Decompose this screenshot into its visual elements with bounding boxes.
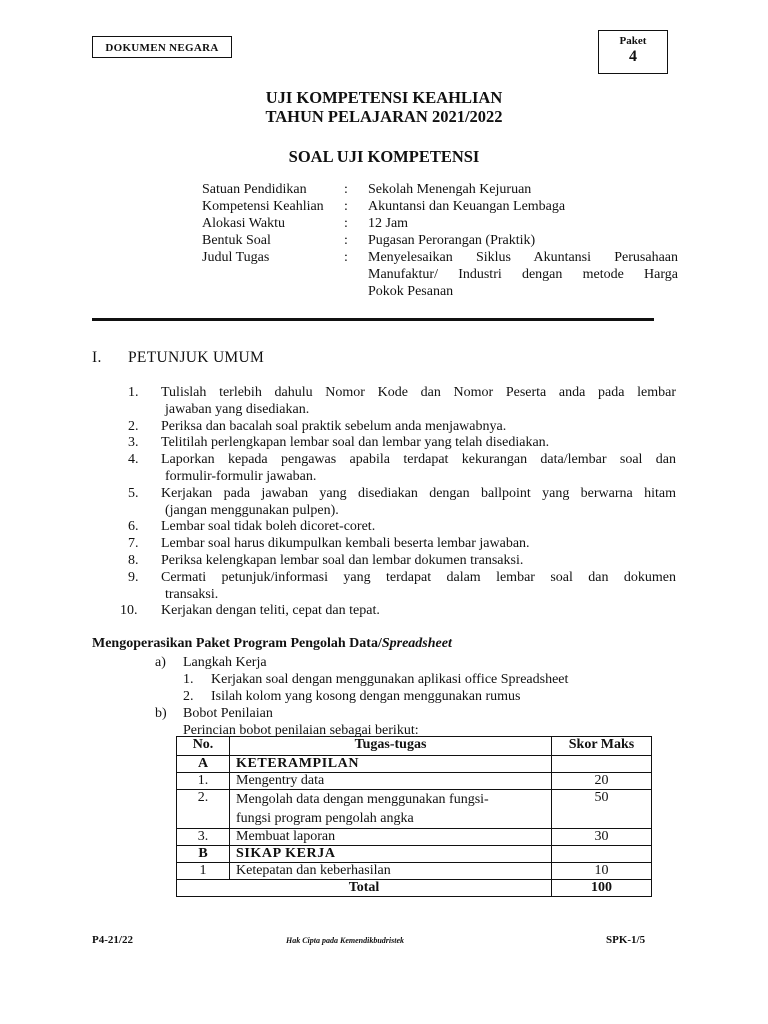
cell-no: 1 — [177, 863, 230, 880]
outline-item — [155, 654, 675, 671]
paket-label: Paket — [619, 35, 647, 47]
info-key: Satuan Pendidikan — [202, 182, 307, 197]
info-colon: : — [344, 182, 348, 197]
section-heading — [92, 349, 264, 367]
list-item — [128, 419, 676, 436]
info-value: Pugasan Perorangan (Praktik) — [368, 233, 536, 248]
list-text: Lembar soal harus dikumpulkan kembali beserta lembar jawaban. — [161, 536, 530, 552]
list-text: Tulislah terlebih dahulu Nomor Kode dan Nomor Peserta anda pada lembar — [161, 385, 676, 400]
table-row — [177, 829, 652, 846]
list-text: Kerjakan pada jawaban yang disediakan dengan ballpoint yang berwarna hitam — [161, 485, 676, 501]
list-number: 1. — [128, 385, 139, 400]
outline-text: Bobot Penilaian — [183, 706, 273, 721]
list-item — [128, 385, 676, 419]
list-text: Telitilah perlengkapan lembar soal dan lembar yang telah disediakan. — [161, 435, 550, 451]
footer-copyright: Hak Cipta pada Kemendikbudristek — [286, 936, 405, 945]
cell-task: SIKAP KERJA — [230, 846, 552, 863]
list-number: 6. — [128, 519, 139, 535]
info-value — [368, 249, 678, 300]
list-text: Cermati petunjuk/informasi yang terdapat dalam lembar soal dan dokumen — [161, 569, 676, 585]
table-header-row — [177, 737, 652, 756]
list-text: Kerjakan dengan teliti, cepat dan tepat. — [161, 603, 380, 619]
total-value: 100 — [552, 880, 652, 897]
header-task: Tugas-tugas — [230, 737, 552, 756]
info-key: Kompetensi Keahlian — [202, 199, 324, 214]
title-line-3: SOAL UJI KOMPETENSI — [288, 147, 480, 166]
cell-task-line: fungsi program pengolah angka — [236, 811, 414, 826]
cell-no: A — [177, 756, 230, 773]
outline-sub-number: 1. — [183, 672, 194, 687]
cell-score: 10 — [552, 863, 652, 880]
section-number: I. — [92, 349, 102, 366]
header-divider — [92, 318, 654, 321]
list-text-cont: jawaban yang disediakan. — [165, 401, 310, 417]
outline-sub-text: Kerjakan soal dengan menggunakan aplikasi office Spreadsheet — [211, 672, 569, 687]
title-line-2: TAHUN PELAJARAN 2021/2022 — [265, 107, 503, 126]
info-value-line: Menyelesaikan Siklus Akuntansi Perusahaan — [368, 250, 678, 265]
footer-page: SPK-1/5 — [606, 934, 646, 946]
list-item — [120, 603, 676, 620]
list-item — [128, 486, 676, 520]
info-colon: : — [344, 233, 348, 248]
cell-task: Ketepatan dan keberhasilan — [230, 863, 552, 880]
cell-score: 30 — [552, 829, 652, 846]
list-text: Laporkan kepada pengawas apabila terdapat kekurangan data/lembar soal dan — [161, 452, 676, 468]
list-text: Lembar soal tidak boleh dicoret-coret. — [161, 519, 376, 535]
outline-subitem — [155, 671, 675, 688]
list-item — [128, 553, 676, 570]
list-item — [128, 536, 676, 553]
list-number: 2. — [128, 418, 139, 434]
info-row — [202, 198, 678, 215]
cell-score — [552, 756, 652, 773]
cell-task — [230, 790, 552, 829]
cell-task: Membuat laporan — [230, 829, 552, 846]
grading-table — [176, 736, 652, 897]
cell-no: 1. — [177, 773, 230, 790]
list-text-cont: (jangan menggunakan pulpen). — [165, 502, 339, 518]
cell-score — [552, 846, 652, 863]
footer-code: P4-21/22 — [92, 934, 133, 946]
info-colon: : — [344, 199, 348, 214]
info-key: Bentuk Soal — [202, 233, 271, 248]
cell-no: B — [177, 846, 230, 863]
document-badge: DOKUMEN NEGARA — [92, 36, 232, 58]
table-row — [177, 756, 652, 773]
total-label: Total — [177, 880, 552, 897]
spreadsheet-title-text: Mengoperasikan Paket Program Pengolah Data/ — [92, 636, 382, 651]
header-score: Skor Maks — [552, 737, 652, 756]
paket-box — [598, 30, 668, 74]
outline-label: b) — [155, 706, 167, 721]
info-value: Sekolah Menengah Kejuruan — [368, 182, 532, 197]
spreadsheet-title — [92, 636, 452, 652]
paket-number: 4 — [629, 48, 637, 65]
section-title: PETUNJUK UMUM — [128, 349, 265, 366]
work-outline — [155, 654, 675, 739]
info-block — [202, 181, 678, 300]
cell-task: KETERAMPILAN — [230, 756, 552, 773]
list-item — [128, 570, 676, 604]
cell-task-line: Mengolah data dengan menggunakan fungsi- — [236, 792, 489, 807]
info-colon: : — [344, 250, 348, 265]
info-colon: : — [344, 216, 348, 231]
info-row — [202, 215, 678, 232]
table-row — [177, 846, 652, 863]
cell-score: 50 — [552, 790, 652, 829]
cell-no: 2. — [177, 790, 230, 829]
table-total-row — [177, 880, 652, 897]
info-row — [202, 181, 678, 198]
list-item — [128, 519, 676, 536]
spreadsheet-title-italic: Spreadsheet — [381, 636, 452, 651]
cell-no: 3. — [177, 829, 230, 846]
list-text: Periksa kelengkapan lembar soal dan lembar dokumen transaksi. — [161, 552, 524, 568]
info-value-line: Manufaktur/ Industri dengan metode Harga — [368, 267, 678, 282]
outline-text: Langkah Kerja — [183, 655, 267, 670]
info-value: Akuntansi dan Keuangan Lembaga — [368, 199, 566, 214]
list-number: 7. — [128, 536, 139, 552]
cell-score: 20 — [552, 773, 652, 790]
cell-task: Mengentry data — [230, 773, 552, 790]
table-row — [177, 773, 652, 790]
list-number: 8. — [128, 552, 139, 568]
list-item — [128, 435, 676, 452]
info-row — [202, 249, 678, 300]
info-key: Alokasi Waktu — [202, 216, 285, 231]
header-no: No. — [177, 737, 230, 756]
info-value-line: Pokok Pesanan — [368, 284, 454, 299]
title-line-1: UJI KOMPETENSI KEAHLIAN — [265, 88, 503, 107]
list-number: 4. — [128, 452, 139, 468]
list-number: 9. — [128, 569, 139, 585]
list-item — [128, 452, 676, 486]
outline-sub-number: 2. — [183, 689, 194, 704]
table-row — [177, 790, 652, 829]
outline-desc: Perincian bobot penilaian sebagai berikut: — [183, 723, 419, 738]
list-text-cont: formulir-formulir jawaban. — [165, 468, 317, 484]
list-text: Periksa dan bacalah soal praktik sebelum anda menjawabnya. — [161, 418, 507, 434]
info-value: 12 Jam — [368, 216, 409, 231]
outline-item — [155, 705, 675, 722]
list-number: 3. — [128, 435, 139, 451]
list-number: 10. — [120, 603, 138, 619]
list-text-cont: transaksi. — [165, 586, 219, 602]
info-row — [202, 232, 678, 249]
outline-label: a) — [155, 655, 166, 670]
instruction-list — [120, 385, 676, 620]
list-number: 5. — [128, 485, 139, 501]
outline-sub-text: Isilah kolom yang kosong dengan menggunakan rumus — [211, 689, 521, 704]
table-row — [177, 863, 652, 880]
info-key: Judul Tugas — [202, 250, 270, 265]
outline-subitem — [155, 688, 675, 705]
